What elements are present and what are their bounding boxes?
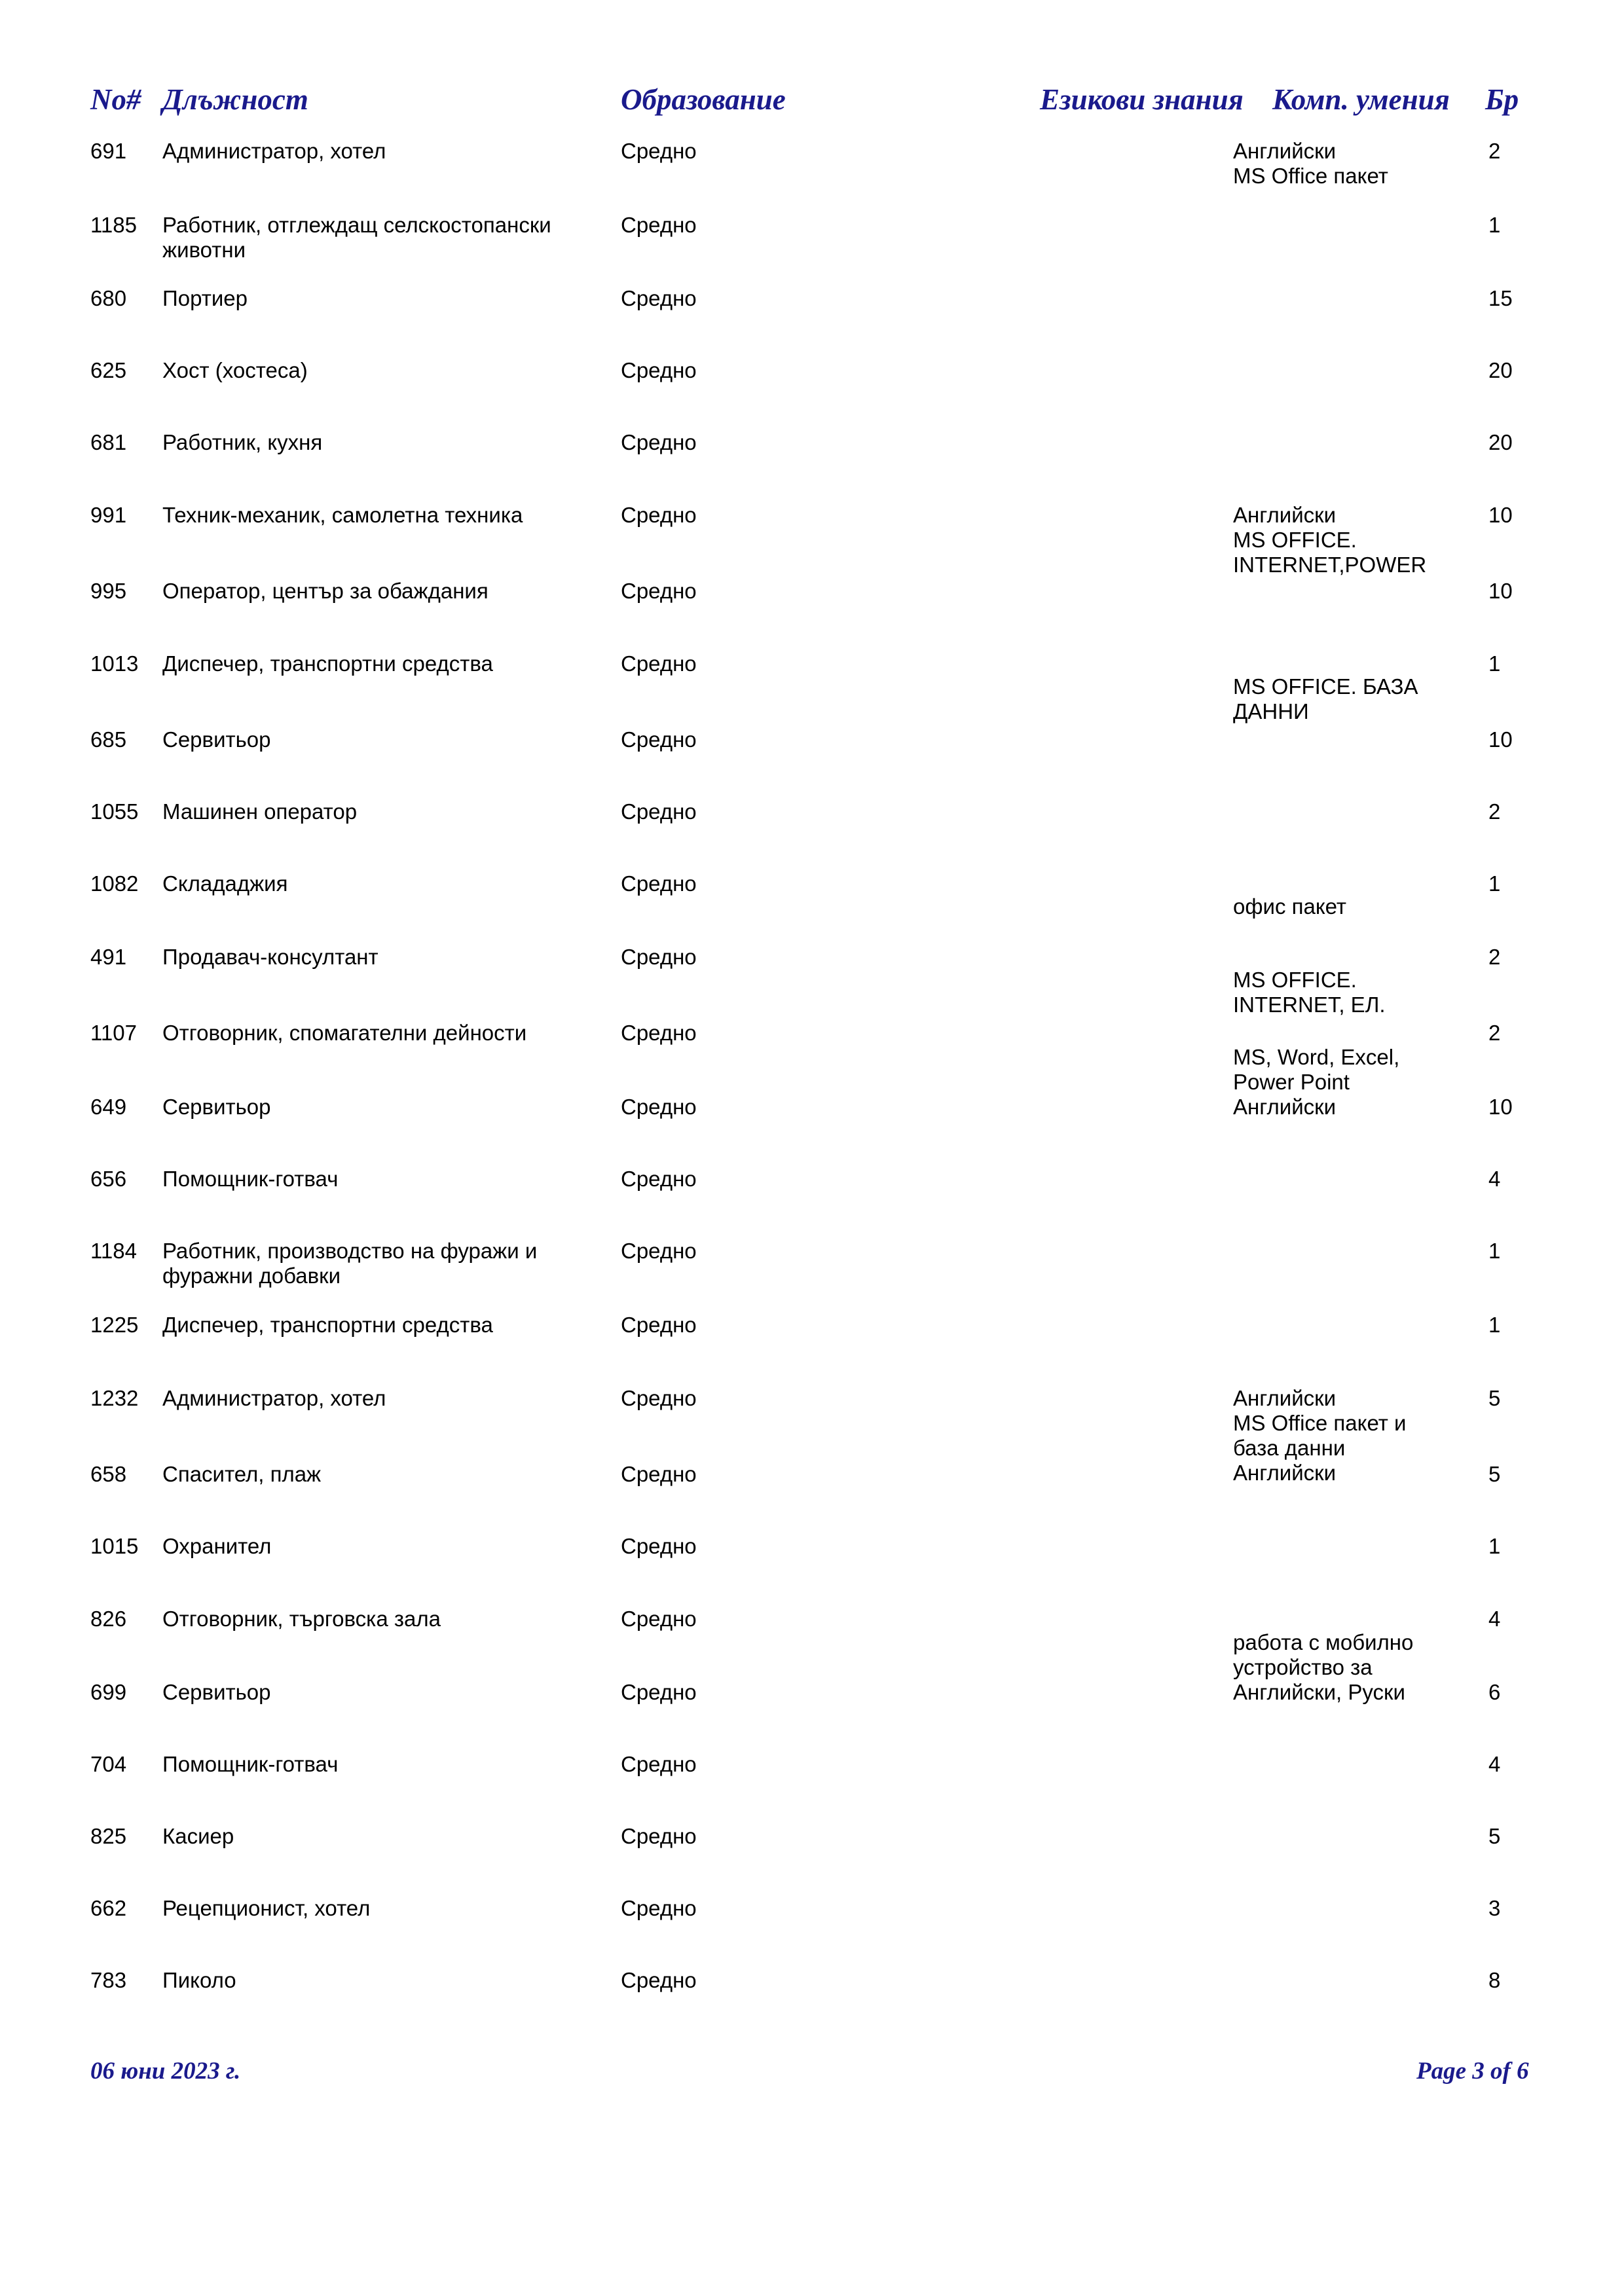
row-number: 658 (90, 1462, 127, 1486)
skill-text: офис пакет (1233, 894, 1347, 919)
row-count: 1 (1488, 213, 1501, 237)
row-position: Диспечер, транспортни средства (162, 651, 493, 676)
row-position: Хост (хостеса) (162, 358, 308, 382)
row-position: Отговорник, спомагателни дейности (162, 1021, 527, 1045)
row-position: Помощник-готвач (162, 1752, 339, 1776)
row-position: Техник-механик, самолетна техника (162, 503, 523, 527)
row-position: Сервитьор (162, 1680, 271, 1704)
row-number: 691 (90, 139, 127, 163)
row-number: 1015 (90, 1534, 139, 1558)
row-position: Работник, кухня (162, 430, 323, 454)
row-number: 991 (90, 503, 127, 527)
row-count: 6 (1488, 1680, 1501, 1704)
row-position: Диспечер, транспортни средства (162, 1313, 493, 1337)
row-count: 2 (1488, 799, 1501, 824)
skill-text: MS Office пакет и (1233, 1411, 1407, 1435)
row-count: 1 (1488, 871, 1501, 896)
skill-text: Английски (1233, 1386, 1337, 1410)
skill-text: база данни (1233, 1436, 1346, 1460)
row-position: Спасител, плаж (162, 1462, 322, 1486)
row-position: Продавач-консултант (162, 945, 378, 969)
row-count: 10 (1488, 1095, 1513, 1119)
row-number: 699 (90, 1680, 127, 1704)
header-no: No# (90, 83, 141, 116)
row-number: 685 (90, 727, 127, 752)
row-education: Средно (621, 945, 697, 969)
row-count: 5 (1488, 1824, 1501, 1848)
row-education: Средно (621, 430, 697, 454)
row-education: Средно (621, 579, 697, 603)
row-count: 5 (1488, 1462, 1501, 1486)
row-education: Средно (621, 1752, 697, 1776)
row-number: 1185 (90, 213, 137, 237)
header-count: Бр (1485, 83, 1519, 116)
skill-text: работа с мобилно (1233, 1630, 1414, 1654)
skill-text: INTERNET, ЕЛ. (1233, 993, 1386, 1017)
skill-text: Английски (1233, 139, 1337, 163)
row-count: 1 (1488, 1239, 1501, 1263)
row-number: 995 (90, 579, 127, 603)
row-education: Средно (621, 1824, 697, 1848)
row-education: Средно (621, 727, 697, 752)
row-number: 825 (90, 1824, 127, 1848)
row-count: 1 (1488, 1313, 1501, 1337)
row-position: Охранител (162, 1534, 272, 1558)
row-position: Машинен оператор (162, 799, 358, 824)
row-count: 10 (1488, 579, 1513, 603)
skill-text: MS Office пакет (1233, 164, 1388, 188)
row-number: 680 (90, 286, 127, 310)
row-position: Работник, производство на фуражи и (162, 1239, 538, 1263)
row-number: 1055 (90, 799, 139, 824)
row-education: Средно (621, 1968, 697, 1992)
skill-text: MS OFFICE. (1233, 968, 1357, 992)
row-education: Средно (621, 1386, 697, 1410)
header-languages: Езикови знания (1040, 83, 1244, 116)
row-number: 783 (90, 1968, 127, 1992)
row-count: 1 (1488, 651, 1501, 676)
row-education: Средно (621, 503, 697, 527)
row-count: 5 (1488, 1386, 1501, 1410)
row-number: 1013 (90, 651, 139, 676)
row-education: Средно (621, 1021, 697, 1045)
row-number: 1225 (90, 1313, 139, 1337)
row-education: Средно (621, 1534, 697, 1558)
row-count: 8 (1488, 1968, 1501, 1992)
header-computer-skills: Комп. умения (1272, 83, 1450, 116)
row-education: Средно (621, 1095, 697, 1119)
row-position: Отговорник, търговска зала (162, 1607, 441, 1631)
row-education: Средно (621, 871, 697, 896)
row-position: Оператор, център за обаждания (162, 579, 489, 603)
row-education: Средно (621, 1607, 697, 1631)
row-number: 1232 (90, 1386, 139, 1410)
row-education: Средно (621, 1313, 697, 1337)
row-position: Портиер (162, 286, 248, 310)
row-count: 15 (1488, 286, 1513, 310)
skill-text: Английски (1233, 1461, 1337, 1485)
header-position: Длъжност (162, 83, 308, 116)
row-count: 3 (1488, 1896, 1501, 1920)
row-education: Средно (621, 1239, 697, 1263)
row-position: Сервитьор (162, 727, 271, 752)
row-position: фуражни добавки (162, 1264, 341, 1288)
row-education: Средно (621, 213, 697, 237)
row-number: 625 (90, 358, 127, 382)
footer-date: 06 юни 2023 г. (90, 2058, 241, 2085)
skill-text: устройство за (1233, 1655, 1373, 1679)
row-number: 649 (90, 1095, 127, 1119)
row-count: 4 (1488, 1752, 1501, 1776)
row-number: 704 (90, 1752, 127, 1776)
row-position: Помощник-готвач (162, 1167, 339, 1191)
row-position: Пиколо (162, 1968, 236, 1992)
skill-text: Английски (1233, 503, 1337, 527)
row-count: 4 (1488, 1167, 1501, 1191)
row-number: 662 (90, 1896, 127, 1920)
row-count: 20 (1488, 358, 1513, 382)
row-position: Рецепционист, хотел (162, 1896, 371, 1920)
row-education: Средно (621, 286, 697, 310)
row-education: Средно (621, 1167, 697, 1191)
row-position: Склададжия (162, 871, 288, 896)
row-position: животни (162, 238, 246, 262)
row-number: 656 (90, 1167, 127, 1191)
skill-text: ДАННИ (1233, 699, 1309, 723)
row-position: Администратор, хотел (162, 139, 386, 163)
skill-text: INTERNET,POWER (1233, 553, 1427, 577)
row-education: Средно (621, 358, 697, 382)
row-count: 20 (1488, 430, 1513, 454)
row-position: Касиер (162, 1824, 234, 1848)
row-count: 2 (1488, 139, 1501, 163)
row-count: 4 (1488, 1607, 1501, 1631)
row-number: 491 (90, 945, 127, 969)
row-number: 1107 (90, 1021, 137, 1045)
row-count: 2 (1488, 1021, 1501, 1045)
row-number: 681 (90, 430, 127, 454)
skill-text: Английски, Руски (1233, 1680, 1405, 1704)
skill-text: MS OFFICE. БАЗА (1233, 674, 1418, 699)
row-education: Средно (621, 799, 697, 824)
row-education: Средно (621, 1462, 697, 1486)
row-count: 10 (1488, 503, 1513, 527)
row-education: Средно (621, 1896, 697, 1920)
row-education: Средно (621, 139, 697, 163)
skill-text: Английски (1233, 1095, 1337, 1119)
skill-text: MS OFFICE. (1233, 528, 1357, 552)
row-count: 1 (1488, 1534, 1501, 1558)
skill-text: MS, Word, Excel, (1233, 1045, 1400, 1069)
row-number: 826 (90, 1607, 127, 1631)
row-education: Средно (621, 651, 697, 676)
footer-page-number: Page 3 of 6 (1416, 2058, 1529, 2085)
row-position: Работник, отглеждащ селскостопански (162, 213, 551, 237)
row-number: 1082 (90, 871, 139, 896)
row-position: Администратор, хотел (162, 1386, 386, 1410)
row-education: Средно (621, 1680, 697, 1704)
skill-text: Power Point (1233, 1070, 1350, 1094)
row-count: 10 (1488, 727, 1513, 752)
row-position: Сервитьор (162, 1095, 271, 1119)
row-count: 2 (1488, 945, 1501, 969)
row-number: 1184 (90, 1239, 137, 1263)
header-education: Образование (621, 83, 786, 116)
